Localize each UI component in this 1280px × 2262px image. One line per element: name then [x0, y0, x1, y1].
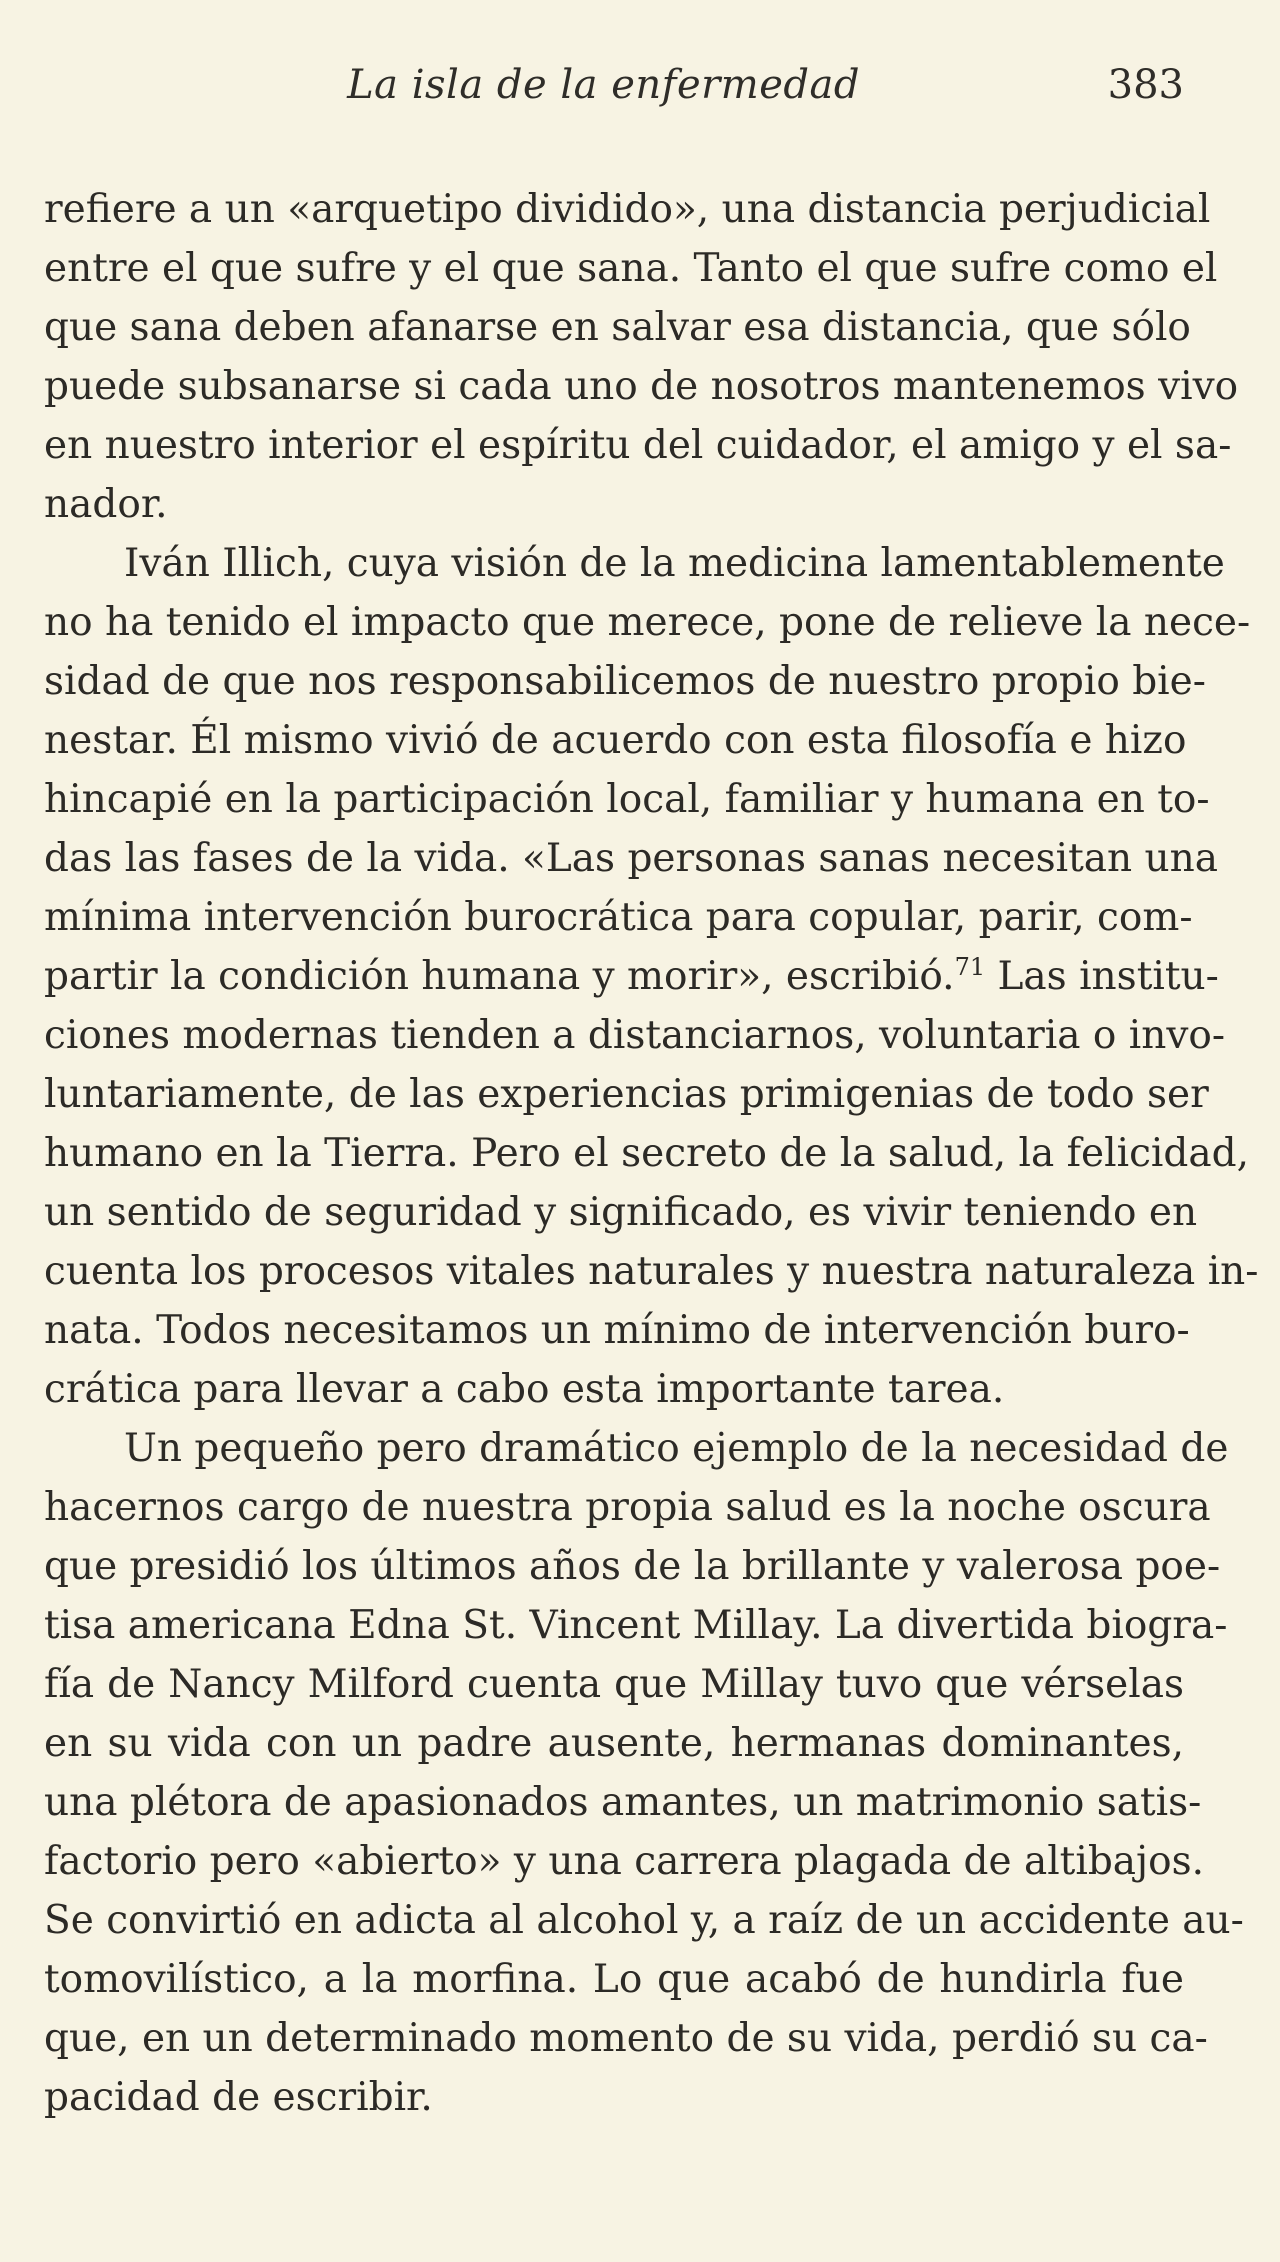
text-line: luntariamente, de las experiencias primigenias de todo ser: [44, 1072, 1209, 1117]
text-line: un sentido de seguridad y significado, es vivir teniendo en: [44, 1190, 1198, 1235]
paragraph: [44, 1419, 1244, 2127]
text-line: en nuestro interior el espíritu del cuidador, el amigo y el sa-: [44, 423, 1232, 468]
text-line: nestar. Él mismo vivió de acuerdo con esta filosofía e hizo: [44, 718, 1187, 763]
text-line: pacidad de escribir.: [44, 2075, 433, 2120]
text-line: cuenta los procesos vitales naturales y nuestra naturaleza in-: [44, 1249, 1259, 1294]
text-line: humano en la Tierra. Pero el secreto de la salud, la felicidad,: [44, 1131, 1249, 1176]
text-line-with-footnote: [44, 947, 1219, 1006]
text-line: entre el que sufre y el que sana. Tanto el que sufre como el: [44, 246, 1218, 291]
text-line: tisa americana Edna St. Vincent Millay. La divertida biogra-: [44, 1603, 1228, 1648]
text-line: nador.: [44, 482, 168, 527]
text-line-segment: Las institu-: [985, 954, 1219, 999]
body-text: [44, 180, 1259, 2127]
footnote-reference[interactable]: 71: [954, 953, 986, 981]
running-title: La isla de la enfermedad: [347, 62, 860, 108]
text-line: que sana deben afanarse en salvar esa distancia, que sólo: [44, 305, 1191, 350]
text-line: hacernos cargo de nuestra propia salud es la noche oscura: [44, 1485, 1211, 1530]
text-line: hincapié en la participación local, familiar y humana en to-: [44, 777, 1210, 822]
text-line: refiere a un «arquetipo dividido», una distancia perjudicial: [44, 187, 1211, 232]
text-line: mínima intervención burocrática para copular, parir, com-: [44, 895, 1193, 940]
page-number: 383: [1107, 62, 1184, 108]
text-line: Un pequeño pero dramático ejemplo de la necesidad de: [124, 1426, 1229, 1471]
text-line: en su vida con un padre ausente, hermanas dominantes,: [44, 1721, 1184, 1766]
text-line: no ha tenido el impacto que merece, pone de relieve la nece-: [44, 600, 1251, 645]
text-line: que, en un determinado momento de su vida, perdió su ca-: [44, 2016, 1208, 2061]
text-line: crática para llevar a cabo esta importante tarea.: [44, 1367, 1005, 1412]
text-line: ciones modernas tienden a distanciarnos, voluntaria o invo-: [44, 1013, 1226, 1058]
text-line: tomovilístico, a la morfina. Lo que acabó de hundirla fue: [44, 1957, 1184, 2002]
text-line-segment: partir la condición humana y morir», escribió.: [44, 954, 955, 999]
text-line: una plétora de apasionados amantes, un matrimonio satis-: [44, 1780, 1202, 1825]
paragraph: [44, 180, 1239, 534]
text-line: factorio pero «abierto» y una carrera plagada de altibajos.: [44, 1839, 1205, 1884]
text-line: puede subsanarse si cada uno de nosotros mantenemos vivo: [44, 364, 1239, 409]
text-line: Se convirtió en adicta al alcohol y, a raíz de un accidente au-: [44, 1898, 1244, 1943]
text-line: sidad de que nos responsabilicemos de nuestro propio bie-: [44, 659, 1206, 704]
text-line: que presidió los últimos años de la brillante y valerosa poe-: [44, 1544, 1221, 1589]
text-line: fía de Nancy Milford cuenta que Millay tuvo que vérselas: [44, 1662, 1184, 1707]
paragraph: [44, 534, 1259, 1419]
text-line: Iván Illich, cuya visión de la medicina lamentablemente: [124, 541, 1225, 586]
text-line: das las fases de la vida. «Las personas sanas necesitan una: [44, 836, 1218, 881]
text-line: nata. Todos necesitamos un mínimo de intervención buro-: [44, 1308, 1190, 1353]
